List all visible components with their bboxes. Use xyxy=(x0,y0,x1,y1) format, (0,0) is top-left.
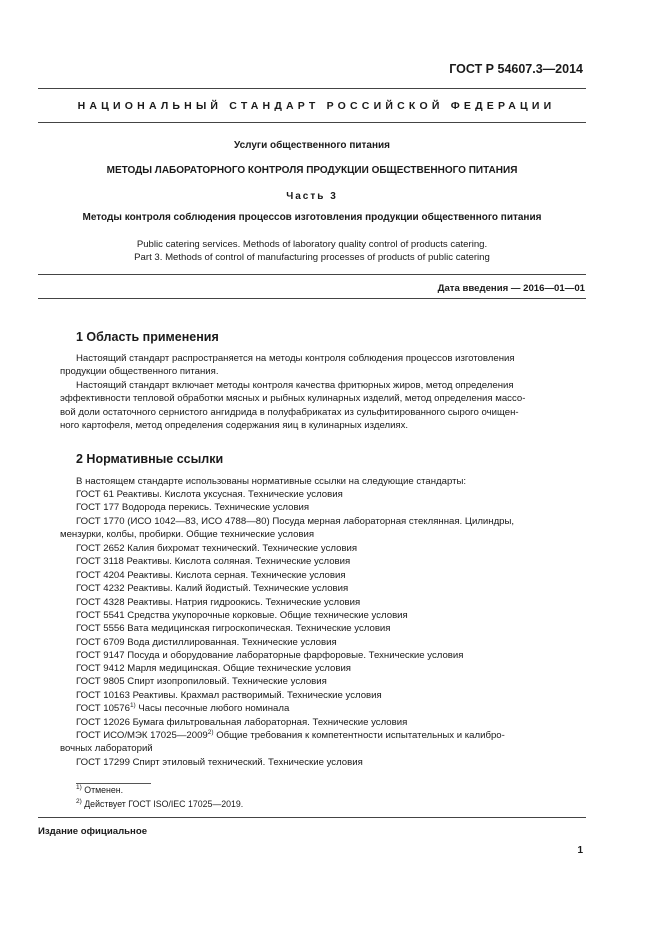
footnote-marker: 2) xyxy=(76,798,82,806)
ref-line: ГОСТ 9147 Посуда и оборудование лабораторные фарфоровые. Технические условия xyxy=(76,650,464,661)
banner-rule xyxy=(38,122,586,123)
edition-label: Издание официальное xyxy=(38,826,148,837)
standard-code: ГОСТ Р 54607.3—2014 xyxy=(449,62,583,76)
section-2-intro: В настоящем стандарте использованы нормативные ссылки на следующие стандарты: xyxy=(76,476,467,487)
ref-line: ГОСТ 5556 Вата медицинская гигроскопическая. Технические условия xyxy=(76,623,391,634)
ref-line: ГОСТ 3118 Реактивы. Кислота соляная. Технические условия xyxy=(76,556,351,567)
ref-line: ГОСТ 1770 (ИСО 1042—83, ИСО 4788—80) Посуда мерная лабораторная стеклянная. Цилиндры, xyxy=(76,516,515,527)
date-rule xyxy=(38,298,586,299)
section-1-para-2-line-2: эффективности тепловой обработки мясных и рыбных кулинарных изделий, метод определения массо- xyxy=(60,393,526,404)
ref-line: ГОСТ 12026 Бумага фильтровальная лабораторная. Технические условия xyxy=(76,717,408,728)
title-line-2: МЕТОДЫ ЛАБОРАТОРНОГО КОНТРОЛЯ ПРОДУКЦИИ ОБЩЕСТВЕННОГО ПИТАНИЯ xyxy=(106,165,518,176)
national-standard-banner: НАЦИОНАЛЬНЫЙ СТАНДАРТ РОССИЙСКОЙ ФЕДЕРАЦИИ xyxy=(77,100,556,112)
title-rule xyxy=(38,274,586,275)
section-1-heading: 1 Область применения xyxy=(76,330,219,344)
english-title-2: Part 3. Methods of control of manufacturing processes of products of public catering xyxy=(134,252,490,263)
ref-line: ГОСТ 9412 Марля медицинская. Общие технические условия xyxy=(76,663,351,674)
section-1-para-2-line-4: ного картофеля, метод определения содержания яиц в кулинарных изделиях. xyxy=(60,420,409,431)
ref-code: ГОСТ 10576 xyxy=(76,703,130,714)
ref-line: ГОСТ 17299 Спирт этиловый технический. Технические условия xyxy=(76,757,363,768)
ref-line: ГОСТ 5541 Средства укупорочные корковые. Общие технические условия xyxy=(76,610,408,621)
footnote-1 xyxy=(76,785,123,795)
ref-line: ГОСТ 9805 Спирт изопропиловый. Технические условия xyxy=(76,676,327,687)
title-line-4: Методы контроля соблюдения процессов изготовления продукции общественного питания xyxy=(82,212,542,223)
footnote-marker: 2) xyxy=(207,728,214,736)
ref-line: ГОСТ 2652 Калия бихромат технический. Технические условия xyxy=(76,543,358,554)
ref-title: Часы песочные любого номинала xyxy=(135,703,290,714)
ref-line: ГОСТ 177 Водорода перекись. Технические условия xyxy=(76,502,310,513)
english-title-1: Public catering services. Methods of laboratory quality control of products catering. xyxy=(136,239,488,250)
footnote-separator xyxy=(76,783,151,784)
title-part: Часть 3 xyxy=(286,191,338,202)
ref-line: ГОСТ 4232 Реактивы. Калий йодистый. Технические условия xyxy=(76,583,349,594)
ref-line: ГОСТ 6709 Вода дистиллированная. Технические условия xyxy=(76,637,337,648)
ref-line-17025 xyxy=(76,729,584,742)
ref-line: ГОСТ 10163 Реактивы. Крахмал растворимый. Технические условия xyxy=(76,690,382,701)
date-of-introduction: Дата введения — 2016—01—01 xyxy=(437,283,585,294)
ref-code: ГОСТ ИСО/МЭК 17025—2009 xyxy=(76,730,208,741)
section-1-para-2-line-1: Настоящий стандарт включает методы контроля качества фритюрных жиров, метод определения xyxy=(76,380,514,391)
footnote-2 xyxy=(76,799,243,809)
ref-line: вочных лабораторий xyxy=(60,743,153,754)
top-rule xyxy=(38,88,586,89)
ref-line: ГОСТ 61 Реактивы. Кислота уксусная. Технические условия xyxy=(76,489,343,500)
ref-title: Общие требования к компетентности испытательных и калибро- xyxy=(213,730,505,741)
ref-line: ГОСТ 4328 Реактивы. Натрия гидроокись. Технические условия xyxy=(76,597,361,608)
footer-rule xyxy=(38,817,586,818)
title-line-1: Услуги общественного питания xyxy=(234,140,390,151)
page-number: 1 xyxy=(577,845,583,856)
ref-line: мензурки, колбы, пробирки. Общие технические условия xyxy=(60,529,315,540)
footnote-text: Действует ГОСТ ISO/IEC 17025—2019. xyxy=(81,799,244,809)
section-1-para-1-line-2: продукции общественного питания. xyxy=(60,366,219,377)
footnote-text: Отменен. xyxy=(81,785,124,795)
ref-line: ГОСТ 4204 Реактивы. Кислота серная. Технические условия xyxy=(76,570,346,581)
section-2-heading: 2 Нормативные ссылки xyxy=(76,452,224,466)
section-1-para-2-line-3: вой доли остаточного сернистого ангидрида в полуфабрикатах из сульфитированного сырого очищен- xyxy=(60,407,519,418)
section-1-para-1-line-1: Настоящий стандарт распространяется на методы контроля соблюдения процессов изготовления xyxy=(76,353,515,364)
ref-line-10576 xyxy=(76,702,584,715)
footnote-marker: 1) xyxy=(129,701,136,709)
footnote-marker: 1) xyxy=(76,784,82,792)
